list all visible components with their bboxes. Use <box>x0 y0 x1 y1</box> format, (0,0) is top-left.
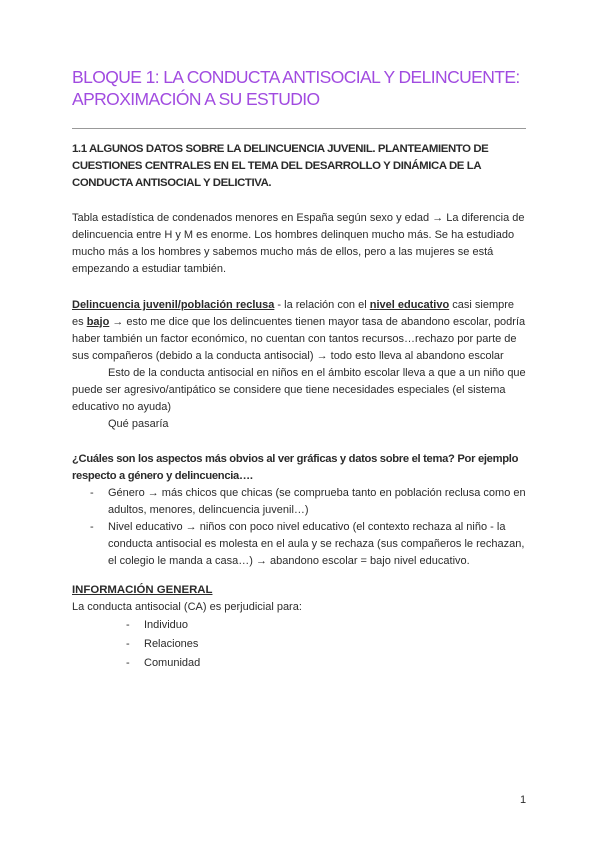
que-pasaria-line: Qué pasaría <box>108 418 169 430</box>
list-item: - Nivel educativo → niños con poco nivel educativo (el contexto rechaza al niño - la conducta antisocial es molesta en el aula y se rechaza (sus compañeros le rechazan, el colegio le manda a casa…) → abandono escolar = bajo nivel educativo. <box>72 519 526 570</box>
title-divider <box>72 128 526 129</box>
delinquency-paragraph <box>72 297 526 365</box>
document-title <box>72 66 526 110</box>
title-line-1: BLOQUE 1: LA CONDUCTA ANTISOCIAL Y DELINCUENTE: <box>72 67 520 87</box>
title-line-2: APROXIMACIÓN A SU ESTUDIO <box>72 89 320 109</box>
delinquency-text-a: - la relación con el <box>274 299 370 311</box>
section-heading: 1.1 ALGUNOS DATOS SOBRE LA DELINCUENCIA JUVENIL. PLANTEAMIENTO DE CUESTIONES CENTRALES EN EL TEMA DEL DESARROLLO Y DINÁMICA DE LA CONDUCTA ANTISOCIAL Y DELICTIVA. <box>72 143 489 189</box>
school-context-paragraph: Esto de la conducta antisocial en niños en el ámbito escolar lleva a que a un niño que puede ser agresivo/antipático se considere que tiene necesidades especiales (el sistema educativo no ayuda) <box>72 367 526 413</box>
bajo-term: bajo <box>86 316 110 328</box>
page-number: 1 <box>520 794 527 806</box>
delinquency-lead: Delincuencia juvenil/población reclusa <box>72 299 275 311</box>
info-general-intro: La conducta antisocial (CA) es perjudicial para: <box>72 601 302 613</box>
nivel-educativo-term: nivel educativo <box>369 299 450 311</box>
info-general-list <box>72 616 526 673</box>
delinquency-text-b: casi siempre es <box>72 299 515 328</box>
delinquency-text-c: → esto me dice que los delincuentes tienen mayor tasa de abandono escolar, podría haber también un factor económico, no cuentan con tantos recursos…rechazo por parte de sus compañeros (debido a la conducta antisocial) → todo esto lleva al abandono escolar <box>72 316 526 362</box>
list-item: - Relaciones <box>72 635 526 654</box>
list-item: - Género → más chicos que chicas (se comprueba tanto en población reclusa como en adultos, menores, delincuencia juvenil…) <box>72 485 526 519</box>
info-general-heading: INFORMACIÓN GENERAL <box>72 584 213 596</box>
question-heading: ¿Cuáles son los aspectos más obvios al ver gráficas y datos sobre el tema? Por ejemplo respecto a género y delincuencia…. <box>72 453 519 482</box>
list-item: - Individuo <box>72 616 526 635</box>
document-page <box>72 66 526 673</box>
question-list <box>72 485 526 570</box>
list-item: - Comunidad <box>72 654 526 673</box>
table-paragraph: Tabla estadística de condenados menores en España según sexo y edad → La diferencia de delincuencia entre H y M es enorme. Los hombres delinquen mucho más. Se ha estudiado mucho más a los hombres y sabemos mucho más de ellos, pero a las mujeres se está empezando a estudiar también. <box>72 212 525 275</box>
